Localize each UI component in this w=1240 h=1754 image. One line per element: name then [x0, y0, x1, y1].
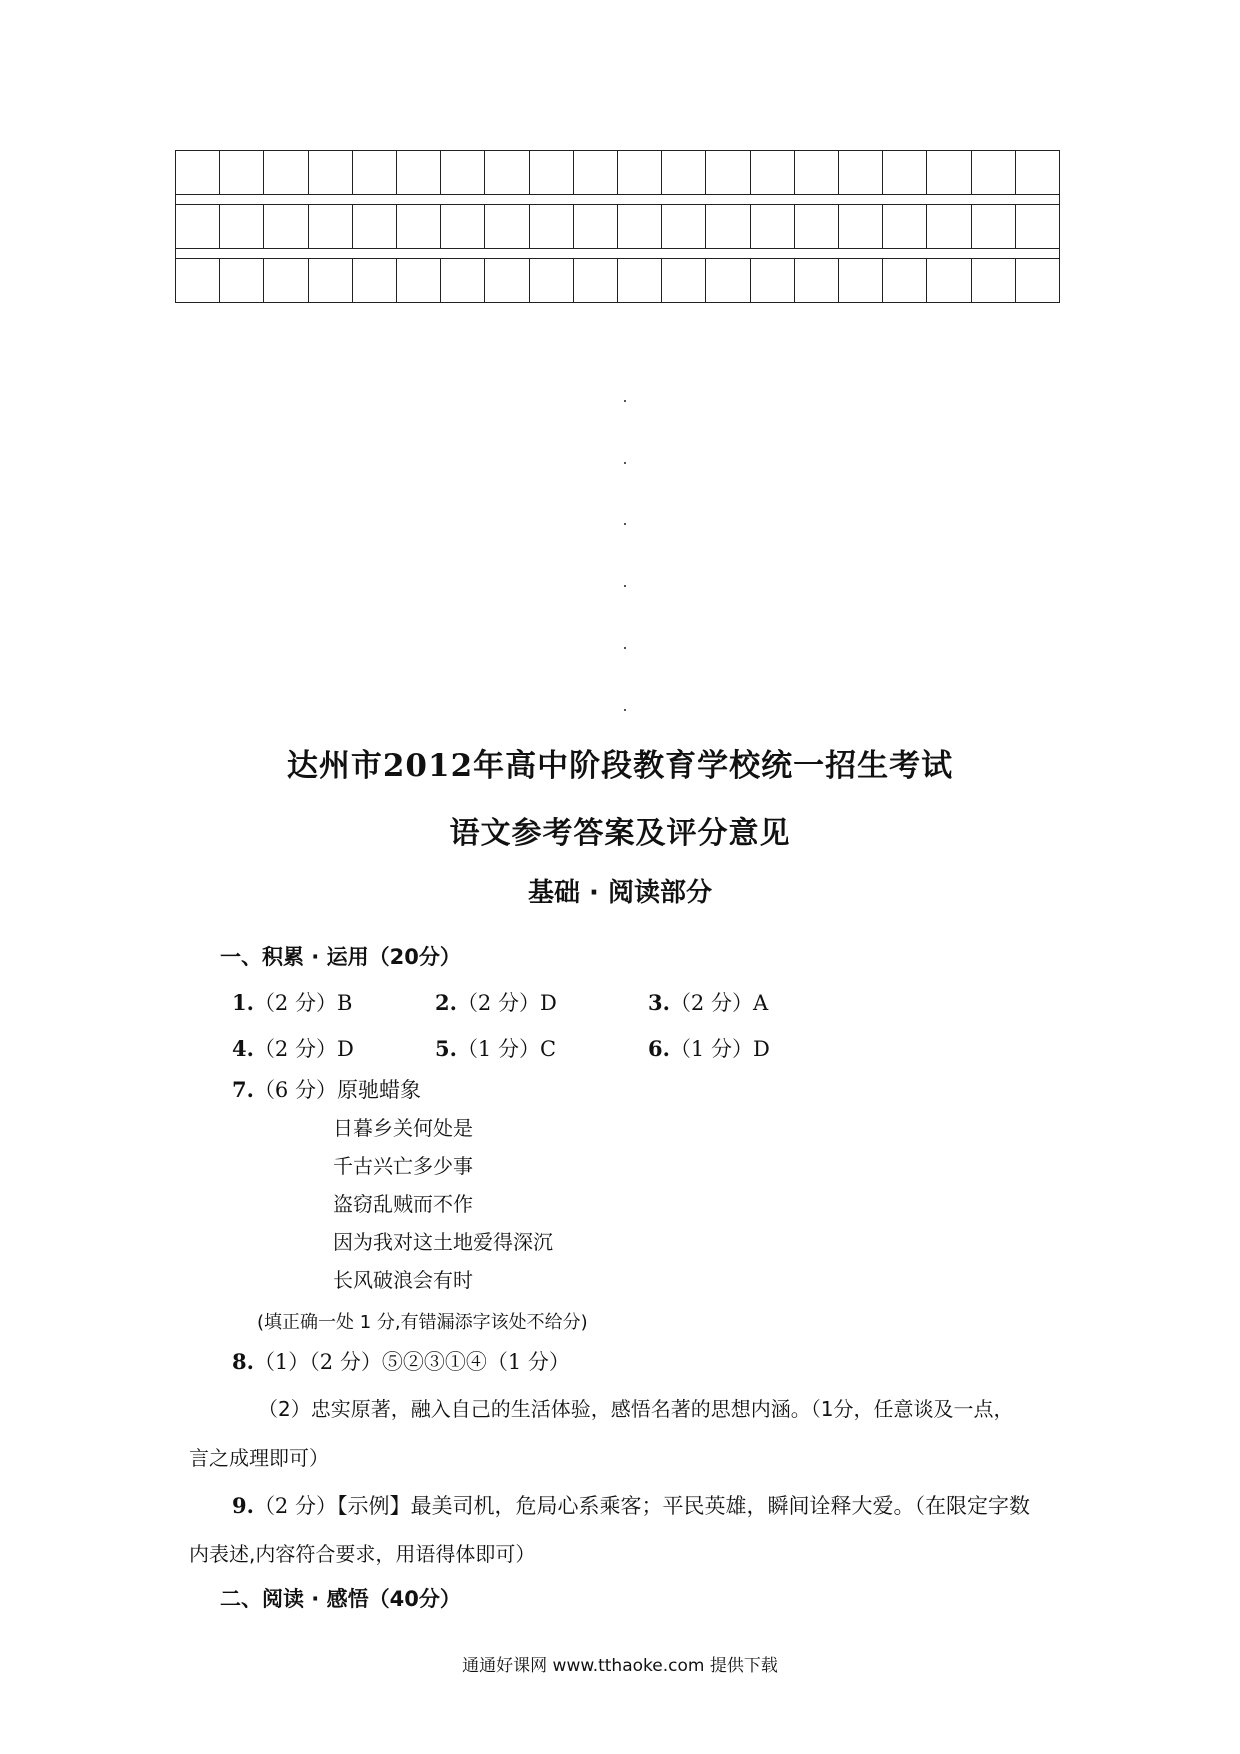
grid-cell	[662, 151, 706, 194]
scan-dot	[624, 523, 626, 525]
grid-cell	[220, 259, 264, 302]
grid-cell	[883, 205, 927, 248]
answer-2: 2.（2 分）D	[435, 990, 557, 1015]
grid-cell	[397, 259, 441, 302]
grid-cell	[618, 205, 662, 248]
grid-cell	[176, 205, 220, 248]
grid-cell	[1016, 259, 1059, 302]
grid-cell	[353, 259, 397, 302]
answer-7-line: 千古兴亡多少事	[333, 1154, 473, 1178]
grid-cell	[441, 205, 485, 248]
grid-cell	[530, 151, 574, 194]
grid-cell	[220, 205, 264, 248]
grid-row	[175, 258, 1060, 303]
grid-cell	[353, 205, 397, 248]
grid-cell	[1016, 151, 1059, 194]
grid-cell	[264, 205, 308, 248]
answer-7-line: 日暮乡关何处是	[333, 1116, 473, 1140]
grid-cell	[706, 151, 750, 194]
answer-5: 5.（1 分）C	[435, 1036, 557, 1061]
grid-cell	[441, 259, 485, 302]
grid-cell	[839, 151, 883, 194]
exam-title: 达州市2012年高中阶段教育学校统一招生考试	[286, 748, 954, 784]
grid-cell	[972, 259, 1016, 302]
grid-cell	[397, 151, 441, 194]
grid-cell	[530, 259, 574, 302]
grid-cell	[264, 151, 308, 194]
grid-cell	[972, 151, 1016, 194]
grid-cell	[176, 259, 220, 302]
scan-dot	[624, 647, 626, 649]
grid-cell	[397, 205, 441, 248]
grid-cell	[927, 151, 971, 194]
scan-dot	[624, 585, 626, 587]
grid-cell	[309, 151, 353, 194]
grid-cell	[574, 259, 618, 302]
section1-heading: 一、积累 · 运用（20分）	[220, 945, 461, 969]
grid-cell	[441, 151, 485, 194]
grid-cell	[176, 151, 220, 194]
scan-dot	[624, 462, 626, 464]
grid-cell	[574, 151, 618, 194]
scan-dot	[624, 400, 626, 402]
grid-cell	[706, 259, 750, 302]
grid-cell	[353, 151, 397, 194]
grid-separator	[175, 194, 1060, 204]
grid-cell	[618, 259, 662, 302]
grid-cell	[795, 205, 839, 248]
grid-cell	[485, 259, 529, 302]
answer-3: 3.（2 分）A	[648, 990, 769, 1015]
answer-grid	[175, 150, 1060, 303]
answer-8: 8.（1）（2 分）⑤②③①④（1 分）	[232, 1349, 570, 1374]
answer-8-part2-cont: 言之成理即可）	[189, 1446, 329, 1470]
grid-cell	[795, 151, 839, 194]
grid-cell	[485, 205, 529, 248]
grid-cell	[309, 205, 353, 248]
grid-cell	[1016, 205, 1059, 248]
grid-cell	[618, 151, 662, 194]
answer-8-part2: （2）忠实原著，融入自己的生活体验，感悟名著的思想内涵。（1分，任意谈及一点，	[258, 1397, 1014, 1421]
answer-6: 6.（1 分）D	[648, 1036, 770, 1061]
grid-cell	[839, 259, 883, 302]
answer-7-line: 长风破浪会有时	[333, 1268, 473, 1292]
grid-cell	[927, 259, 971, 302]
answer-9-cont: 内表述,内容符合要求，用语得体即可）	[189, 1542, 536, 1566]
grid-cell	[662, 259, 706, 302]
answer-7: 7.（6 分）原驰蜡象	[232, 1077, 421, 1102]
grid-cell	[883, 151, 927, 194]
grid-row	[175, 204, 1060, 248]
grid-cell	[751, 151, 795, 194]
grid-cell	[574, 205, 618, 248]
grid-cell	[883, 259, 927, 302]
grid-cell	[751, 205, 795, 248]
answer-7-line: 盗窃乱贼而不作	[333, 1192, 473, 1216]
grid-cell	[972, 205, 1016, 248]
grid-cell	[795, 259, 839, 302]
grid-cell	[309, 259, 353, 302]
grid-separator	[175, 248, 1060, 258]
grid-cell	[706, 205, 750, 248]
answer-1: 1.（2 分）B	[232, 990, 353, 1015]
part-title: 基础 · 阅读部分	[528, 878, 712, 908]
grid-cell	[927, 205, 971, 248]
grid-cell	[839, 205, 883, 248]
grid-cell	[220, 151, 264, 194]
answer-key-title: 语文参考答案及评分意见	[449, 816, 791, 851]
answer-9: 9.（2 分）【示例】最美司机，危局心系乘客；平民英雄，瞬间诠释大爱。（在限定字数	[232, 1493, 1030, 1518]
answer-7-line: 因为我对这土地爱得深沉	[333, 1230, 553, 1254]
grid-cell	[751, 259, 795, 302]
grid-cell	[662, 205, 706, 248]
grid-cell	[264, 259, 308, 302]
grid-cell	[530, 205, 574, 248]
answer-4: 4.（2 分）D	[232, 1036, 354, 1061]
footer-credit: 通通好课网 www.tthaoke.com 提供下载	[462, 1656, 778, 1676]
grid-row	[175, 150, 1060, 194]
grid-cell	[485, 151, 529, 194]
scoring-note: (填正确一处 1 分,有错漏添字该处不给分)	[257, 1312, 588, 1333]
section2-heading: 二、阅读 · 感悟（40分）	[220, 1587, 461, 1611]
scan-dot	[624, 709, 626, 711]
